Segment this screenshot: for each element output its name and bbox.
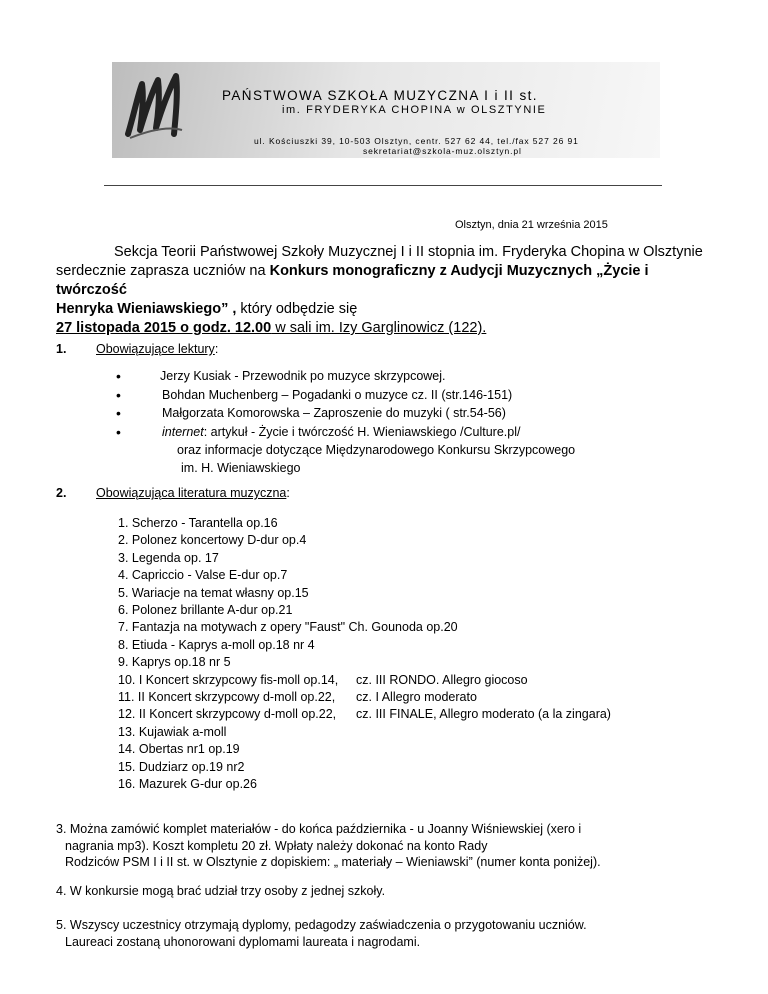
school-address: ul. Kościuszki 39, 10-503 Olsztyn, centr. 527 62 44, tel./fax 527 26 91: [254, 136, 579, 146]
list-item-text: Małgorzata Komorowska – Zaproszenie do muzyki ( str.54-56): [162, 406, 506, 420]
document-date: Olsztyn, dnia 21 września 2015: [455, 219, 608, 231]
work-title: 15. Dudziarz op.19 nr2: [118, 759, 245, 774]
intro-text: serdecznie zaprasza uczniów na: [56, 263, 270, 279]
list-item-emphasis: internet: [162, 424, 204, 439]
list-item-text: : artykuł - Życie i twórczość H. Wieniawskiego /Culture.pl/: [203, 424, 521, 439]
work-item: [118, 567, 718, 584]
work-item: [118, 689, 718, 706]
intro-text: który odbędzie się: [236, 301, 358, 317]
work-item: [118, 515, 718, 532]
header-divider: [104, 185, 662, 186]
section-number: 1.: [56, 342, 67, 356]
list-item-text: Jerzy Kusiak - Przewodnik po muzyce skrzypcowej.: [160, 369, 446, 383]
work-item: [118, 637, 718, 654]
bullet-icon: [116, 368, 160, 387]
section-number: 2.: [56, 486, 67, 500]
work-item: [118, 619, 718, 636]
work-item: [118, 654, 718, 671]
list-item-continuation: oraz informacje dotyczące Międzynarodowego Konkursu Skrzypcowego: [177, 443, 576, 457]
work-title: 4. Capriccio - Valse E-dur op.7: [118, 568, 288, 583]
school-logo-icon: [120, 64, 190, 152]
intro-line-4: [56, 319, 716, 338]
contest-title-cont: Henryka Wieniawskiego” ,: [56, 301, 237, 317]
work-item: [118, 741, 718, 758]
work-title: 11. II Koncert skrzypcowy d-moll op.22,: [118, 690, 336, 705]
list-item-continuation: im. H. Wieniawskiego: [181, 460, 301, 475]
section-5-paragraph: [56, 917, 756, 950]
section-2-heading: [56, 486, 290, 500]
paragraph-line: 3. Można zamówić komplet materiałów - do końca października - u Joanny Wiśniewskiej (xero i: [56, 822, 582, 836]
readings-list: [116, 368, 676, 477]
contest-venue: w sali im. Izy Garglinowicz (122).: [271, 320, 487, 336]
work-title: 13. Kujawiak a-moll: [118, 724, 227, 739]
list-item: [116, 424, 676, 443]
contest-title: Konkurs monograficzny z Audycji Muzycznych „Życie i twórczość: [56, 263, 649, 298]
work-item: [118, 724, 718, 741]
music-works-list: [118, 515, 718, 794]
section-colon: :: [214, 342, 219, 356]
section-label: Obowiązujące lektury: [96, 342, 215, 356]
section-1-heading: [56, 342, 218, 356]
intro-line-3: [56, 300, 716, 319]
section-colon: :: [286, 486, 290, 500]
invitation-intro: [56, 243, 716, 338]
work-item: [118, 585, 718, 602]
work-title: 14. Obertas nr1 op.19: [118, 742, 240, 757]
intro-line-1: Sekcja Teorii Państwowej Szkoły Muzycznej I i II stopnia im. Fryderyka Chopina w Olsztynie: [114, 244, 703, 260]
work-item: [118, 602, 718, 619]
work-item: [118, 672, 718, 689]
school-email: sekretariat@szkola-muz.olsztyn.pl: [363, 146, 522, 156]
work-title: 8. Etiuda - Kaprys a-moll op.18 nr 4: [118, 637, 315, 652]
list-item: [116, 387, 676, 406]
paragraph-line: 5. Wszyscy uczestnicy otrzymają dyplomy, pedagodzy zaświadczenia o przygotowaniu uczniów.: [56, 918, 587, 932]
bullet-icon: [116, 405, 160, 424]
contest-datetime: 27 listopada 2015 o godz. 12.00: [56, 320, 272, 336]
work-title: 16. Mazurek G-dur op.26: [118, 777, 257, 792]
work-movement: cz. I Allegro moderato: [356, 690, 477, 705]
work-title: 12. II Koncert skrzypcowy d-moll op.22,: [118, 707, 337, 722]
list-item-text: Bohdan Muchenberg – Pogadanki o muzyce cz. II (str.146-151): [162, 387, 513, 402]
work-title: 2. Polonez koncertowy D-dur op.4: [118, 533, 307, 548]
bullet-icon: [116, 424, 160, 443]
paragraph-line: Rodziców PSM I i II st. w Olsztynie z dopiskiem: „ materiały – Wieniawski” (numer konta poniżej).: [65, 855, 601, 869]
section-label: Obowiązująca literatura muzyczna: [96, 486, 287, 500]
work-movement: cz. III RONDO. Allegro giocoso: [356, 672, 528, 687]
section-4-paragraph: 4. W konkursie mogą brać udział trzy osoby z jednej szkoły.: [56, 884, 386, 898]
work-item: [118, 776, 718, 793]
work-title: 9. Kaprys op.18 nr 5: [118, 655, 231, 670]
school-patron: im. FRYDERYKA CHOPINA w OLSZTYNIE: [282, 104, 547, 116]
paragraph-line: Laureaci zostaną uhonorowani dyplomami laureata i nagrodami.: [65, 934, 421, 949]
list-item: [116, 405, 676, 424]
work-item: [118, 532, 718, 549]
work-item: [118, 706, 718, 723]
bullet-icon: [116, 387, 160, 406]
school-name: PAŃSTWOWA SZKOŁA MUZYCZNA I i II st.: [222, 88, 538, 103]
work-title: 3. Legenda op. 17: [118, 550, 219, 565]
work-title: 5. Wariacje na temat własny op.15: [118, 585, 309, 600]
work-title: 10. I Koncert skrzypcowy fis-moll op.14,: [118, 672, 339, 687]
work-movement: cz. III FINALE, Allegro moderato (a la zingara): [356, 707, 611, 722]
work-title: 7. Fantazja na motywach z opery "Faust" Ch. Gounoda op.20: [118, 620, 458, 635]
section-3-paragraph: [56, 821, 756, 871]
work-item: [118, 759, 718, 776]
work-item: [118, 550, 718, 567]
paragraph-line: nagrania mp3). Koszt kompletu 20 zł. Wpłaty należy dokonać na konto Rady: [65, 838, 488, 853]
work-title: 6. Polonez brillante A-dur op.21: [118, 603, 293, 618]
list-item: [116, 368, 676, 387]
work-title: 1. Scherzo - Tarantella op.16: [118, 516, 278, 530]
intro-line-2: [56, 262, 716, 300]
